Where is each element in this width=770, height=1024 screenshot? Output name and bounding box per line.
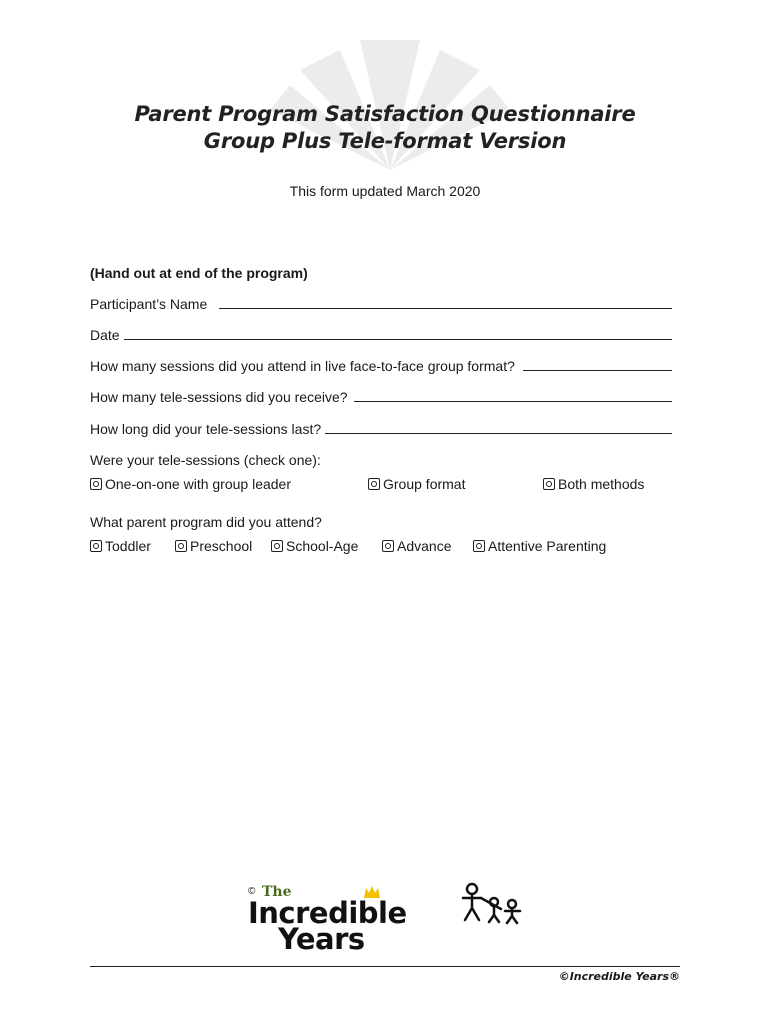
tele-option-one-on-one[interactable] (90, 476, 291, 492)
tele-option-label: One-on-one with group leader (105, 476, 292, 492)
tele-option-both[interactable] (543, 476, 644, 492)
program-option-label: Attentive Parenting (488, 538, 607, 554)
program-option-attentive[interactable] (473, 538, 606, 554)
participant-name-label: Participant’s Name (90, 296, 208, 312)
updated-note: This form updated March 2020 (289, 183, 481, 199)
tele-sessions-blank[interactable] (354, 389, 672, 402)
tele-option-label: Both methods (558, 476, 645, 492)
checkbox-icon[interactable] (473, 540, 485, 552)
program-option-label: Toddler (105, 538, 151, 554)
program-option-school-age[interactable] (271, 538, 358, 554)
program-option-label: School-Age (286, 538, 359, 554)
checkbox-icon[interactable] (175, 540, 187, 552)
date-field[interactable] (90, 327, 672, 343)
program-option-label: Advance (397, 538, 452, 554)
tele-option-group[interactable] (368, 476, 465, 492)
date-label: Date (90, 327, 120, 343)
program-option-advance[interactable] (382, 538, 451, 554)
logo-incredible: Incredible (248, 896, 407, 930)
checkbox-icon[interactable] (382, 540, 394, 552)
tele-sessions-field[interactable] (90, 389, 672, 405)
tele-sessions-label: How many tele-sessions did you receive? (90, 389, 348, 405)
tele-question: Were your tele-sessions (check one): (90, 452, 321, 468)
live-sessions-label: How many sessions did you attend in live face-to-face group format? (90, 358, 515, 374)
instruction-text: (Hand out at end of the program) (90, 265, 308, 281)
checkbox-icon[interactable] (271, 540, 283, 552)
checkbox-icon[interactable] (90, 478, 102, 490)
form-title: Parent Program Satisfaction Questionnaire (134, 102, 636, 126)
logo-copyright: © (248, 886, 256, 897)
form-subtitle: Group Plus Tele-format Version (203, 129, 567, 153)
stick-figures-icon (460, 882, 524, 926)
program-option-toddler[interactable] (90, 538, 151, 554)
participant-name-blank[interactable] (219, 296, 672, 309)
participant-name-field[interactable] (90, 296, 672, 312)
footer-divider (90, 966, 680, 967)
tele-option-label: Group format (383, 476, 466, 492)
checkbox-icon[interactable] (368, 478, 380, 490)
tele-length-blank[interactable] (325, 421, 672, 434)
logo-years: Years (278, 922, 365, 956)
logo-the: The (262, 884, 292, 900)
program-question: What parent program did you attend? (90, 514, 322, 530)
program-option-preschool[interactable] (175, 538, 252, 554)
checkbox-icon[interactable] (543, 478, 555, 490)
date-blank[interactable] (124, 327, 672, 340)
program-option-label: Preschool (190, 538, 253, 554)
tele-length-field[interactable] (90, 421, 672, 437)
live-sessions-field[interactable] (90, 358, 672, 374)
checkbox-icon[interactable] (90, 540, 102, 552)
footer-copyright: ©Incredible Years® (558, 970, 680, 983)
tele-length-label: How long did your tele-sessions last? (90, 421, 322, 437)
live-sessions-blank[interactable] (523, 358, 672, 371)
